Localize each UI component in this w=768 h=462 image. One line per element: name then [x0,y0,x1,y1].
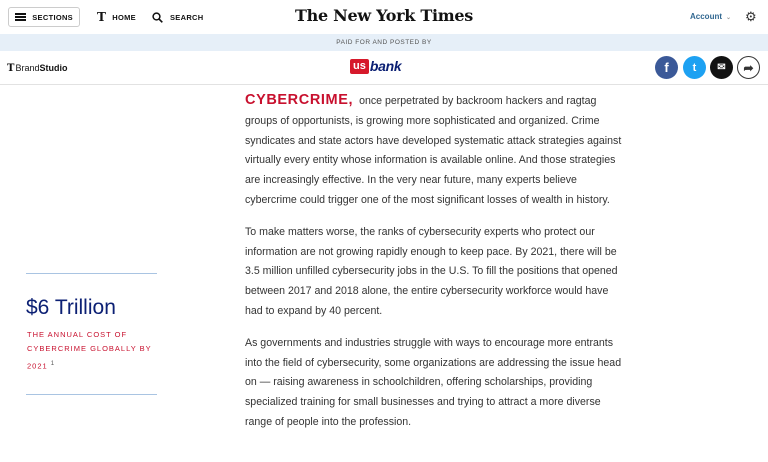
facebook-share-button[interactable] [655,56,678,79]
article-paragraph-1 [245,91,625,211]
gear-icon[interactable]: ⚙ [745,9,757,24]
home-label: HOME [112,12,136,22]
twitter-icon: t [692,61,697,74]
stat-value: $6 Trillion [26,296,116,319]
nyt-t-icon: T [97,10,107,24]
twitter-share-button[interactable] [683,56,706,79]
account-menu[interactable] [690,12,731,21]
brandstudio-studio: Studio [39,63,68,73]
more-share-button[interactable] [737,56,760,79]
usbank-sponsor-logo[interactable] [350,58,401,74]
account-label: Account [690,12,722,21]
lead-word: CYBERCRIME, [245,92,354,108]
paid-for-banner: PAID FOR AND POSTED BY [0,34,768,51]
stat-top-rule [26,273,157,274]
share-arrow-icon: ➦ [743,60,754,75]
facebook-icon: f [664,60,669,75]
email-icon: ✉ [717,62,726,73]
email-share-button[interactable] [710,56,733,79]
tbrandstudio-logo[interactable] [7,63,67,74]
brand-bar [0,51,768,85]
usbank-bank-wordmark: bank [369,58,402,74]
usbank-us-mark: us [350,59,369,74]
article-body [245,91,625,445]
chevron-down-icon: ⌄ [726,15,732,21]
stat-label-text: THE ANNUAL COST OF CYBERCRIME GLOBALLY BY 2021 [27,330,152,371]
brandstudio-t: T [7,63,15,74]
top-nav [0,0,768,34]
stat-label [27,328,167,373]
paragraph-1-text: once perpetrated by backroom hackers and ragtag groups of opportunists, is growing more sophisticated and organized. Crime syndicates and state actors have developed systematic attack strategies against virtually every entity whose information is available online. And those strategies are increasingly effective. In the very near future, many experts believe cybercrime could trigger one of the most significant losses of wealth in history. [245,95,622,206]
stat-footnote[interactable]: 1 [50,360,56,367]
stat-bottom-rule [26,394,157,395]
brandstudio-brand: Brand [15,63,40,73]
nyt-masthead-logo[interactable]: The New York Times [295,6,473,25]
sections-label: SECTIONS [32,12,73,22]
article-paragraph-2: To make matters worse, the ranks of cybersecurity experts who protect our information are not growing rapidly enough to keep pace. By 2021, there will be 3.5 million unfilled cybersecurity jobs in the U.S. To fill the positions that opened between 2017 and 2018 alone, the entire cybersecurity workforce would have had to expand by 40 percent. [245,225,618,317]
search-label: SEARCH [170,12,204,22]
article-paragraph-3: As governments and industries struggle with ways to encourage more entrants into the field of cybersecurity, some organizations are addressing the issue head on — raising awareness in schoolchildren, offering scholarships, providing specialized training for small businesses and trying to attract a more diverse range of people into the profession. [245,336,622,428]
